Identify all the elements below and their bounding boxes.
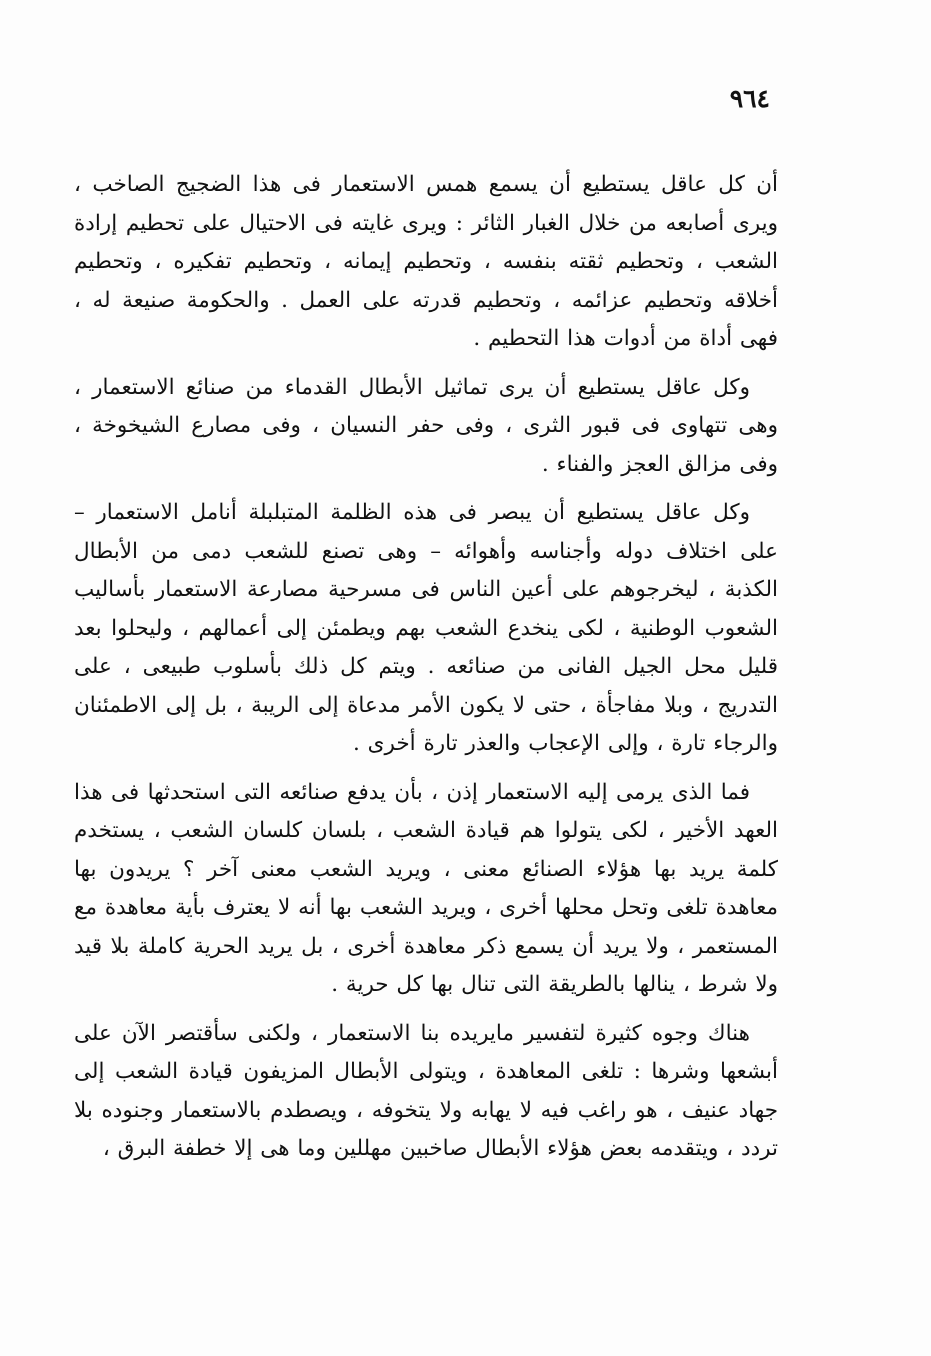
body-text: [74, 166, 778, 1179]
paragraph-5: هناك وجوه كثيرة لتفسير مايريده بنا الاستعمار ، ولكنى سأقتصر الآن على أبشعها وشرها : تلغى المعاهدة ، ويتولى الأبطال المزيفون قيادة الشعب إلى جهاد عنيف ، هو راغب فيه لا يهابه ولا يتخوفه ، ويصطدم بالاستعمار وجنوده بلا تردد ، ويتقدمه بعض هؤلاء الأبطال صاخبين مهللين وما هى إلا خطفة البرق ،: [74, 1020, 778, 1161]
paragraph-1: أن كل عاقل يستطيع أن يسمع همس الاستعمار فى هذا الضجيج الصاخب ، ويرى أصابعه من خلال الغبار الثائر : ويرى غايته فى الاحتيال على تحطيم إرادة الشعب ، وتحطيم ثقته بنفسه ، وتحطيم إيمانه ، وتحطيم تفكيره ، وتحطيم أخلاقه وتحطيم عزائمه ، وتحطيم قدرته على العمل . والحكومة صنيعة له ، فهى أداة من أدوات هذا التحطيم .: [74, 172, 778, 351]
paragraph-2: وكل عاقل يستطيع أن يرى تماثيل الأبطال القدماء من صنائع الاستعمار ، وهى تتهاوى فى قبور الثرى ، وفى حفر النسيان ، وفى مصارع الشيخوخة ، وفى مزالق العجز والفناء .: [74, 374, 778, 477]
paragraph-3: وكل عاقل يستطيع أن يبصر فى هذه الظلمة المتبلبلة أنامل الاستعمار – على اختلاف دوله وأجناسه وأهوائه – وهى تصنع للشعب دمى من الأبطال الكذبة ، ليخرجوهم على أعين الناس فى مسرحية مصارعة الاستعمار بأساليب الشعوب الوطنية ، لكى ينخدع الشعب بهم ويطمئن إلى أعمالهم ، وليحلوا بعد قليل محل الجيل الفانى من صنائعه . ويتم كل ذلك بأسلوب طبيعى ، على التدريج ، وبلا مفاجأة ، حتى لا يكون الأمر مدعاة إلى الريبة ، بل إلى الاطمئنان والرجاء تارة ، وإلى الإعجاب والعذر تارة أخرى .: [74, 500, 778, 756]
page-number: ٩٦٤: [729, 84, 770, 113]
paragraph-4: فما الذى يرمى إليه الاستعمار إذن ، بأن يدفع صنائعه التى استحدثها فى هذا العهد الأخير ، لكى يتولوا هم قيادة الشعب ، بلسان كلسان الشعب ، يستخدم كلمة يريد بها هؤلاء الصنائع معنى ، ويريد الشعب معنى آخر ؟ يريدون بها معاهدة تلغى وتحل محلها أخرى ، ويريد الشعب بها أنه لا يعترف بأية معاهدة مع المستعمر ، ولا يريد أن يسمع ذكر معاهدة أخرى ، بل يريد الحرية كاملة بلا قيد ولا شرط ، ينالها بالطريقة التى تنال بها كل حرية .: [74, 779, 778, 997]
